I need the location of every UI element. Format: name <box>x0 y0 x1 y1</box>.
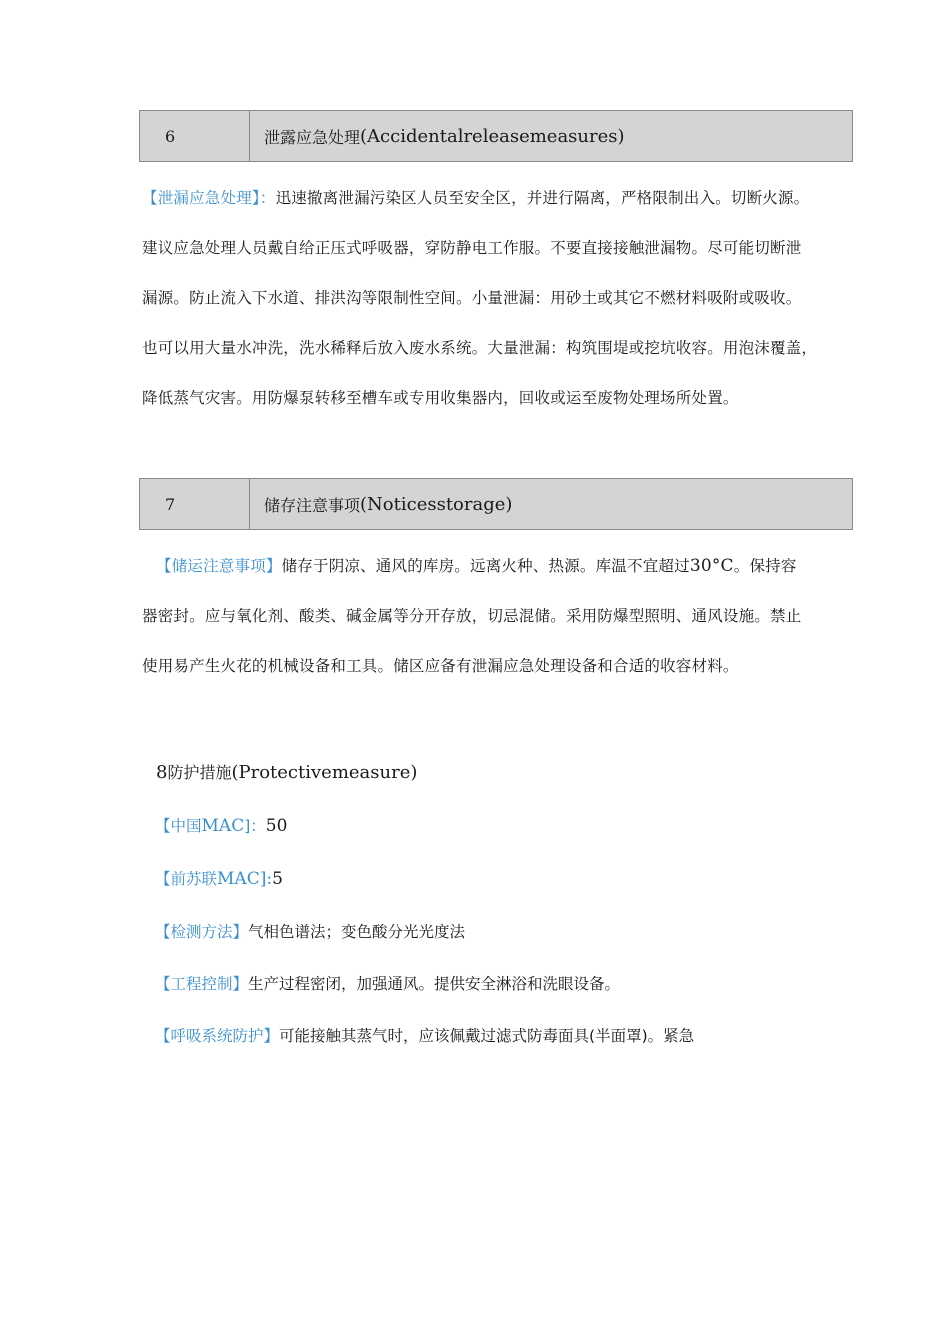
china-mac-item <box>155 814 287 836</box>
field-tag: 【工程控制】 <box>155 975 249 993</box>
section-8-heading <box>156 760 417 783</box>
field-tag: 【呼吸系统防护】 <box>155 1027 280 1045</box>
field-text: 。保持容 <box>733 557 797 575</box>
field-text: 迅速撤离泄漏污染区人员至安全区，并进行隔离，严格限制出入。切断火源。 <box>275 189 810 207</box>
paragraph-line <box>156 554 797 576</box>
ussr-mac-item <box>155 867 283 889</box>
section-title-en: (Noticesstorage) <box>360 493 513 515</box>
paragraph-line: 器密封。应与氧化剂、酸类、碱金属等分开存放，切忌混储。采用防爆型照明、通风设施。禁止 <box>142 607 802 625</box>
section-title <box>250 479 512 529</box>
field-tag: 【中国MAC]： <box>155 816 266 836</box>
section-title-cn: 储存注意事项 <box>264 495 361 515</box>
section-title-en: (Accidentalreleasemeasures) <box>360 125 625 147</box>
section-title-en: (Protectivemeasure) <box>231 762 418 783</box>
field-text: 生产过程密闭，加强通风。提供安全淋浴和洗眼设备。 <box>248 975 621 993</box>
field-tag: 【储运注意事项】 <box>156 557 282 575</box>
section-7-header <box>139 478 853 530</box>
engineering-control-item <box>155 972 620 994</box>
section-6-header <box>139 110 853 162</box>
field-value: 5 <box>272 869 283 889</box>
paragraph-line: 降低蒸气灾害。用防爆泵转移至槽车或专用收集器内，回收或运至废物处理场所处置。 <box>142 389 739 407</box>
respiratory-protection-item <box>155 1024 694 1046</box>
paragraph-line: 使用易产生火花的机械设备和工具。储区应备有泄漏应急处理设备和合适的收容材料。 <box>142 657 739 675</box>
field-text: 气相色谱法；变色酸分光光度法 <box>248 923 466 941</box>
temperature-value: 30°C <box>689 556 734 576</box>
field-tag: 【检测方法】 <box>155 923 249 941</box>
paragraph-line: 漏源。防止流入下水道、排洪沟等限制性空间。小量泄漏：用砂土或其它不燃材料吸附或吸收。 <box>142 289 802 307</box>
field-tag: 【泄漏应急处理】： <box>142 189 276 207</box>
section-number: 6 <box>140 111 250 161</box>
field-value: 50 <box>265 816 288 836</box>
paragraph-line <box>142 186 809 208</box>
section-title <box>250 111 625 161</box>
paragraph-line: 也可以用大量水冲洗，洗水稀释后放入废水系统。大量泄漏：构筑围堤或挖坑收容。用泡沫覆盖， <box>142 339 818 357</box>
section-number: 7 <box>140 479 250 529</box>
field-text: 可能接触其蒸气时，应该佩戴过滤式防毒面具(半面罩)。紧急 <box>279 1027 695 1045</box>
field-tag: 【前苏联MAC]: <box>155 869 273 889</box>
paragraph-line: 建议应急处理人员戴自给正压式呼吸器，穿防静电工作服。不要直接接触泄漏物。尽可能切断泄 <box>142 239 802 257</box>
section-title-cn: 泄露应急处理 <box>264 127 361 147</box>
detection-method-item <box>155 920 465 942</box>
field-text: 储存于阴凉、通风的库房。远离火种、热源。库温不宜超过 <box>281 557 690 575</box>
section-title-cn: 防护措施 <box>167 763 232 782</box>
section-number: 8 <box>156 762 168 783</box>
